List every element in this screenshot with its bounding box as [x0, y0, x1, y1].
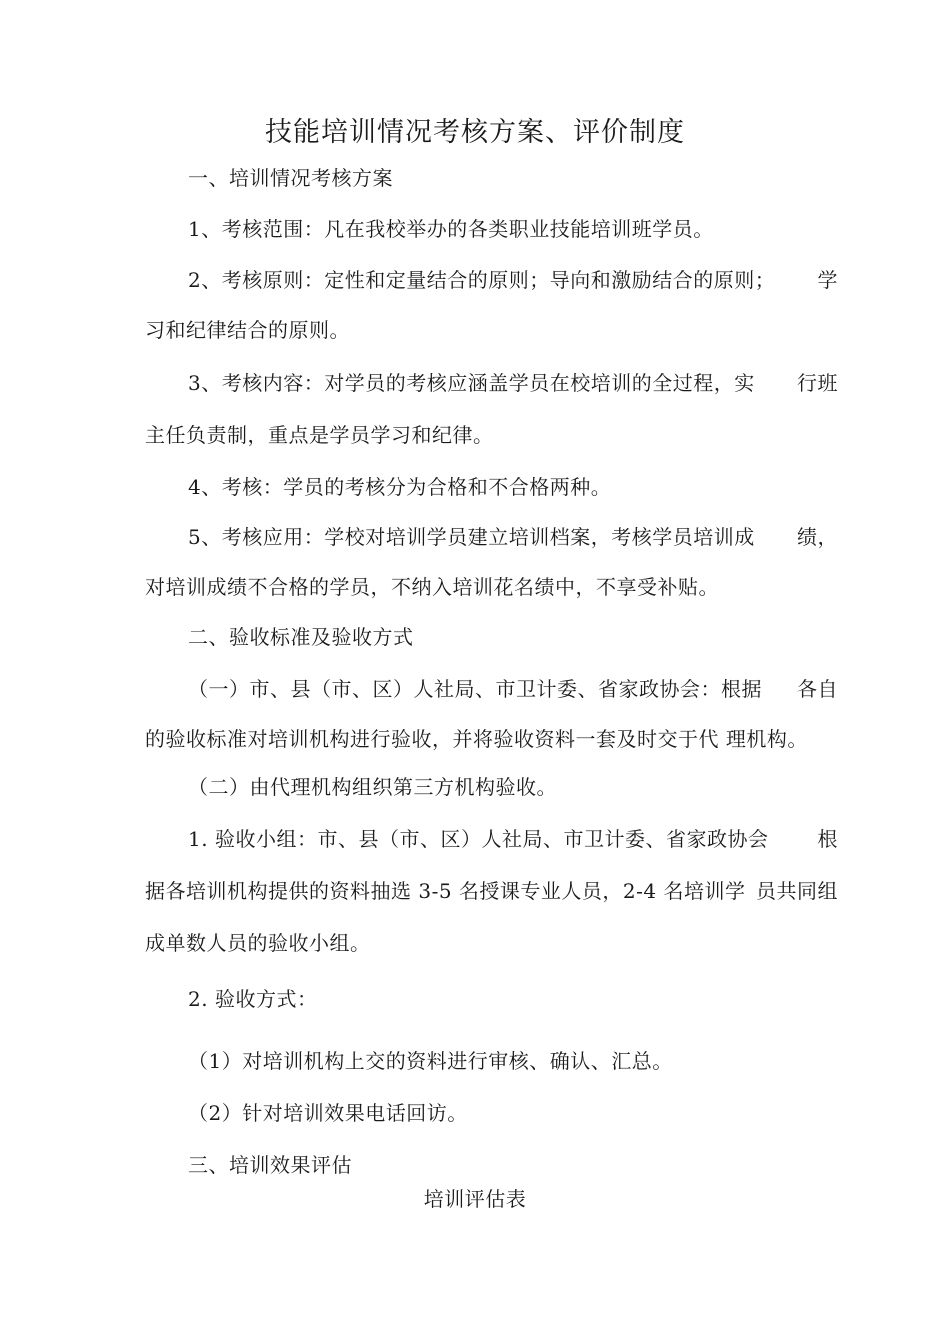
paragraph-assessment-content-line-1: [188, 370, 838, 396]
text-segment: 各自: [797, 677, 838, 701]
table-caption: 培训评估表: [423, 1187, 527, 1211]
text-segment: 3、考核内容：对学员的考核应涵盖学员在校培训的全过程，实: [188, 371, 755, 395]
paragraph-acceptance-method-item-2: （2）针对培训效果电话回访。: [188, 1101, 468, 1125]
text-segment: 员共同组: [756, 879, 838, 903]
paragraph-assessment-principle-line-2: 习和纪律结合的原则。: [145, 318, 350, 342]
text-segment: 5、考核应用：学校对培训学员建立培训档案，考核学员培训成: [188, 525, 755, 549]
text-segment: 行班: [797, 371, 838, 395]
text-segment: 据各培训机构提供的资料抽选 3-5 名授课专业人员，2-4 名培训学: [145, 879, 746, 903]
text-segment: （一）市、县（市、区）人社局、市卫计委、省家政协会：根据: [188, 677, 762, 701]
section-heading-3: 三、培训效果评估: [188, 1153, 352, 1177]
paragraph-acceptance-1-line-1: [188, 676, 838, 702]
text-segment: 根: [817, 827, 838, 851]
paragraph-assessment-content-line-2: 主任负责制，重点是学员学习和纪律。: [145, 423, 494, 447]
section-heading-2: 二、验收标准及验收方式: [188, 625, 414, 649]
section-heading-1: 一、培训情况考核方案: [188, 166, 393, 190]
paragraph-assessment-application-line-1: [188, 524, 838, 550]
paragraph-assessment-application-line-2: 对培训成绩不合格的学员，不纳入培训花名绩中，不享受补贴。: [145, 575, 719, 599]
paragraph-assessment-scope: 1、考核范围：凡在我校举办的各类职业技能培训班学员。: [188, 217, 714, 241]
paragraph-acceptance-team-line-1: [188, 826, 838, 852]
text-segment: 学: [817, 268, 838, 292]
paragraph-assessment-principle-line-1: [188, 267, 838, 293]
paragraph-acceptance-method-item-1: （1）对培训机构上交的资料进行审核、确认、汇总。: [188, 1049, 673, 1073]
text-segment: 2、考核原则：定性和定量结合的原则；导向和激励结合的原则；: [188, 268, 776, 292]
paragraph-acceptance-method: 2. 验收方式：: [188, 987, 318, 1011]
paragraph-acceptance-team-line-2: [145, 878, 838, 904]
paragraph-acceptance-1-line-2: 的验收标准对培训机构进行验收，并将验收资料一套及时交于代 理机构。: [145, 727, 808, 751]
document-title: 技能培训情况考核方案、评价制度: [265, 117, 685, 148]
paragraph-assessment-result: 4、考核：学员的考核分为合格和不合格两种。: [188, 475, 612, 499]
paragraph-acceptance-team-line-3: 成单数人员的验收小组。: [145, 931, 371, 955]
paragraph-acceptance-2: （二）由代理机构组织第三方机构验收。: [188, 775, 557, 799]
text-segment: 绩，: [797, 525, 838, 549]
text-segment: 1. 验收小组：市、县（市、区）人社局、市卫计委、省家政协会: [188, 827, 769, 851]
